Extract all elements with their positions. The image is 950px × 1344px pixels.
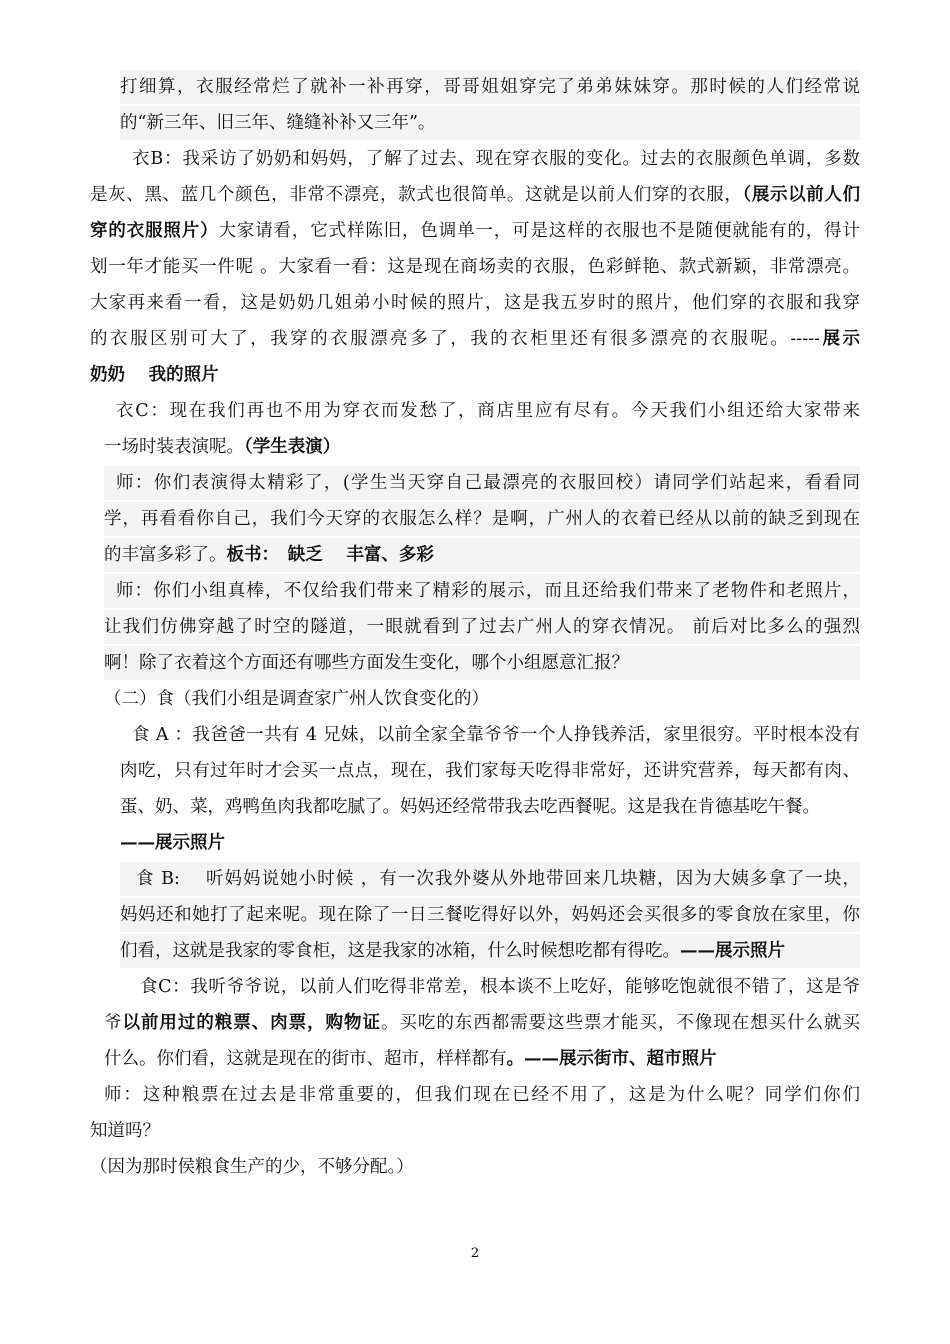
text-line [104, 646, 860, 680]
bold-text-segment: （学生表演） [244, 437, 341, 457]
text-line [104, 538, 860, 572]
text-line [90, 250, 860, 284]
text-line [120, 790, 860, 824]
bold-text-segment: 板书： 缺乏 丰富、多彩 [226, 545, 434, 565]
text-line [90, 1114, 860, 1148]
text-line [104, 466, 860, 500]
text-segment: 师：你们小组真棒，不仅给我们带来了精彩的展示，而且还给我们带来了老物件和老照片， [116, 581, 860, 601]
text-line [104, 682, 860, 716]
text-line [120, 142, 860, 176]
text-segment: 爷 [104, 1013, 123, 1033]
text-line [90, 1150, 860, 1184]
text-segment: 的“新三年、旧三年、缝缝补补又三年”。 [120, 113, 436, 133]
text-segment: 食C：我听爷爷说，以前人们吃得非常差，根本谈不上吃好，能够吃饱就很不错了，这是爷 [140, 977, 860, 997]
text-segment: 知道吗？ [90, 1121, 160, 1141]
text-segment: 师：你们表演得太精彩了，(学生当天穿自己最漂亮的衣服回校）请同学们站起来，看看同 [116, 473, 860, 493]
bold-text-segment: 。——展示街市、超市照片 [506, 1049, 717, 1069]
text-segment: 的丰富多彩了。 [104, 545, 227, 565]
text-segment: 们看，这就是我家的零食柜，这是我家的冰箱，什么时候想吃都有得吃。 [120, 941, 680, 961]
text-segment: 师：这种粮票在过去是非常重要的，但我们现在已经不用了，这是为什么呢？同学们你们 [104, 1085, 860, 1105]
text-segment: 大家请看，它式样陈旧，色调单一，可是这样的衣服也不是随便就能有的，得计 [218, 221, 860, 241]
text-line [140, 970, 860, 1004]
text-segment: 的衣服区别可大了，我穿的衣服漂亮多了，我的衣柜里还有很多漂亮的衣服呢。----- [90, 329, 820, 349]
text-segment: （二）食（我们小组是调查家广州人饮食变化的） [104, 689, 489, 709]
text-segment: 一场时装表演呢。 [104, 437, 244, 457]
text-segment: 肉吃，只有过年时才会买一点点，现在，我们家每天吃得非常好，还讲究营养，每天都有肉、 [120, 761, 860, 781]
bold-text-segment: 穿的衣服照片） [90, 221, 219, 241]
text-segment: 食 A ：我爸爸一共有 4 兄妹，以前全家全靠爷爷一个人挣钱养活，家里很穷。平时根本没有 [132, 725, 860, 745]
text-line [104, 1006, 860, 1040]
text-line [120, 70, 860, 104]
text-line [104, 1078, 860, 1112]
text-line [104, 394, 860, 428]
text-segment: 什么。你们看，这就是现在的街市、超市，样样都有 [104, 1049, 507, 1069]
text-line [120, 106, 860, 140]
text-line [90, 322, 860, 356]
text-segment: 让我们仿佛穿越了时空的隧道，一眼就看到了过去广州人的穿衣情况。 前后对比多么的强烈 [104, 617, 860, 637]
text-line [90, 178, 860, 212]
bold-text-segment: 展示 [819, 329, 860, 349]
text-segment: 衣C：现在我们再也不用为穿衣而发愁了，商店里应有尽有。今天我们小组还给大家带来 [116, 401, 860, 421]
bold-text-segment: 奶奶 我的照片 [90, 365, 219, 385]
text-segment: 划一年才能买一件呢 。大家看一看：这是现在商场卖的衣服，色彩鲜艳、款式新颖，非常漂亮。 [90, 257, 860, 277]
text-segment: 大家再来看一看，这是奶奶几姐弟小时候的照片，这是我五岁时的照片，他们穿的衣服和我穿 [90, 293, 860, 313]
text-segment: 打细算，衣服经常烂了就补一补再穿，哥哥姐姐穿完了弟弟妹妹穿。那时候的人们经常说 [120, 77, 860, 97]
text-segment: （因为那时侯粮食生产的少，不够分配。） [90, 1157, 414, 1177]
text-segment: 是灰、黑、蓝几个颜色，非常不漂亮，款式也很简单。这就是以前人们穿的衣服， [90, 185, 743, 205]
bold-text-segment: ——展示照片 [120, 833, 225, 853]
text-segment: 衣B：我采访了奶奶和妈妈，了解了过去、现在穿衣服的变化。过去的衣服颜色单调，多数 [132, 149, 860, 169]
text-line [120, 754, 860, 788]
text-line [90, 214, 860, 248]
text-line [104, 610, 860, 644]
bold-text-segment: 以前用过的粮票、肉票，购物证 [122, 1013, 381, 1033]
text-line [104, 502, 860, 536]
text-line [120, 718, 860, 752]
text-line [120, 826, 860, 860]
page-number: 2 [470, 1246, 480, 1261]
text-line [90, 358, 860, 392]
text-line [120, 934, 860, 968]
text-line [120, 898, 860, 932]
text-line [120, 862, 860, 896]
text-segment: 啊！除了衣着这个方面还有哪些方面发生变化，哪个小组愿意汇报？ [104, 653, 629, 673]
text-segment: 食 B: 听妈妈说她小时候 ，有一次我外婆从外地带回来几块糖，因为大姨多拿了一块， [136, 869, 860, 889]
bold-text-segment: （展示以前人们 [742, 185, 860, 205]
text-line [104, 1042, 860, 1076]
text-line [104, 430, 860, 464]
text-segment: 蛋、奶、菜，鸡鸭鱼肉我都吃腻了。妈妈还经常带我去吃西餐呢。这是我在肯德基吃午餐。 [120, 797, 820, 817]
text-segment: 。买吃的东西都需要这些票才能买，不像现在想买什么就买 [380, 1013, 860, 1033]
text-line [90, 286, 860, 320]
text-segment: 妈妈还和她打了起来呢。现在除了一日三餐吃得好以外，妈妈还会买很多的零食放在家里，你 [120, 905, 860, 925]
bold-text-segment: ——展示照片 [680, 941, 785, 961]
text-line [104, 574, 860, 608]
text-segment: 学，再看看你自己，我们今天穿的衣服怎么样？是啊，广州人的衣着已经从以前的缺乏到现在 [104, 509, 860, 529]
